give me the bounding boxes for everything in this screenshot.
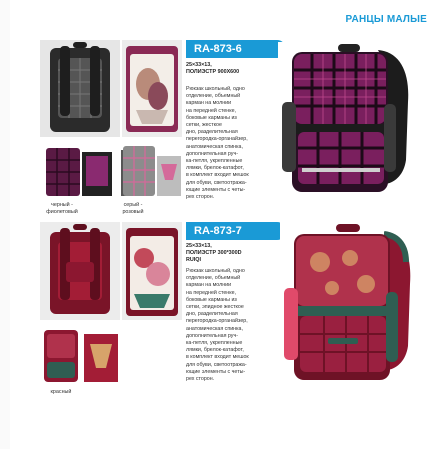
color-variant-grey-photo	[117, 140, 183, 200]
description-line: лямки, брелок-катафот,	[186, 165, 244, 172]
model-bar-2	[186, 222, 286, 240]
spec-line: ПОЛИЭСТР 900Х600	[186, 69, 240, 75]
description-line: дно, разделительная	[186, 311, 238, 318]
description-line: отделение, объемный	[186, 93, 241, 100]
backpack-back-photo-red	[40, 222, 120, 320]
description-line: ка-петля, укрепленные	[186, 340, 243, 347]
description-line: в комплект входит мешок	[186, 172, 249, 179]
spec-line: 25×33×13,	[186, 243, 212, 249]
caption-line: красный	[50, 389, 72, 395]
description-line: анатомическая спинка,	[186, 325, 243, 332]
description-line: для обуви, светоотража-	[186, 361, 247, 368]
color-variant-red-photo	[42, 324, 122, 386]
caption-line: серый -	[123, 202, 143, 208]
description-line: боковые карманы из	[186, 114, 237, 121]
spec-line: 25×33×13,	[186, 62, 212, 68]
description-line: ющие элементы с четы-	[186, 186, 246, 193]
color-label-red	[46, 389, 76, 396]
description-line: в комплект входит мешок	[186, 354, 249, 361]
model-number-2: RA-873-7	[194, 225, 242, 237]
description-line: Рюкзак школьный, одно	[186, 268, 245, 274]
description-line: карман на молнии	[186, 282, 232, 289]
description-line: сетки, эпидное жесткое	[186, 304, 244, 311]
description-line: дополнительная руч-	[186, 332, 238, 339]
color-variant-purple-photo	[44, 140, 114, 200]
description-line: ка-петля, укрепленные	[186, 158, 243, 165]
caption-line: черный -	[51, 202, 73, 208]
description-2	[186, 268, 272, 383]
spec-2	[186, 243, 242, 264]
description-line: дно, разделительная	[186, 129, 238, 136]
backpack-main-photo-2	[280, 222, 430, 390]
backpack-inside-photo-red	[122, 222, 182, 320]
description-line: на передней стенке,	[186, 107, 237, 114]
description-line: рех сторон.	[186, 194, 215, 201]
description-line: сетки, жесткое	[186, 122, 222, 129]
description-line: на передней стенке,	[186, 289, 237, 296]
backpack-back-photo	[40, 40, 120, 137]
caption-line: розовый	[122, 208, 144, 215]
description-line: анатомическая спинка,	[186, 143, 243, 150]
description-line: для обуви, светоотража-	[186, 179, 247, 186]
color-label-grey	[118, 202, 148, 215]
backpack-inside-photo	[122, 40, 182, 137]
model-bar-1	[186, 40, 286, 58]
section-title: РАНЦЫ МАЛЫЕ	[345, 14, 427, 25]
description-line: лямки, брелок-катафот,	[186, 347, 244, 354]
description-line: боковые карманы из	[186, 296, 237, 303]
description-line: карман на молнии	[186, 100, 232, 107]
description-1	[186, 86, 272, 201]
description-line: рех сторон.	[186, 376, 215, 383]
description-line: Рюкзак школьный, одно	[186, 86, 245, 92]
description-line: отделение, объемный	[186, 275, 241, 282]
model-number-1: RA-873-6	[194, 43, 242, 55]
spec-line: RUIQI	[186, 257, 201, 263]
backpack-main-photo-1	[278, 42, 428, 202]
description-line: перегородка-органайзер,	[186, 318, 248, 325]
color-label-purple	[44, 202, 80, 215]
description-line: дополнительная руч-	[186, 150, 238, 157]
spec-line: ПОЛИЭСТР 300*300D	[186, 250, 242, 256]
caption-line: фиолетовый	[46, 208, 78, 215]
description-line: ющие элементы с четы-	[186, 368, 246, 375]
description-line: перегородка-органайзер,	[186, 136, 248, 143]
spec-1	[186, 62, 239, 76]
page-gutter	[0, 0, 10, 449]
